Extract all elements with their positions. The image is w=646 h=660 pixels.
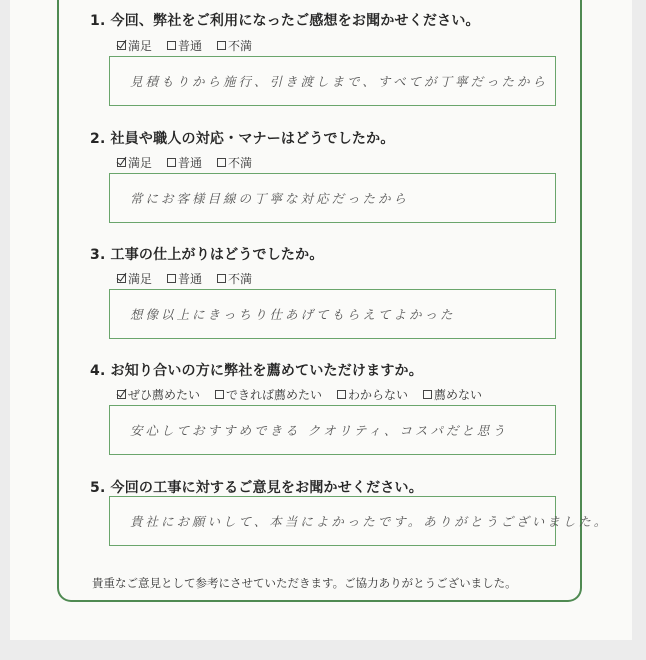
checkbox[interactable] [167,41,176,50]
question-3-title: 3. 工事の仕上がりはどうでしたか。 [90,247,324,263]
handwritten-answer: 想像以上にきっちり仕あげてもらえてよかった [130,307,456,322]
handwritten-answer: 貴社にお願いして、本当によかったです。ありがとうございました。 [130,514,610,529]
option-definitely-recommend[interactable]: ぜひ薦めたい [117,386,200,403]
option-recommend-if-possible[interactable]: できれば薦めたい [215,386,322,403]
question-5-title: 5. 今回の工事に対するご意見をお聞かせください。 [90,480,423,496]
handwritten-answer: 安心しておすすめできる クオリティ、コスパだと思う [130,423,508,438]
checkbox[interactable] [215,390,224,399]
option-normal[interactable]: 普通 [167,154,202,171]
checkbox[interactable] [217,41,226,50]
checkbox-checked[interactable] [117,41,126,50]
question-5-answer-box [109,496,610,546]
question-1-answer-box [109,56,556,106]
checkbox[interactable] [167,274,176,283]
checkbox-checked[interactable] [117,158,126,167]
option-normal[interactable]: 普通 [167,37,202,54]
option-satisfied[interactable]: 満足 [117,270,152,287]
handwritten-answer: 見積もりから施行、引き渡しまで、すべてが丁寧だったから [130,74,549,89]
question-3-options [117,270,252,287]
option-satisfied[interactable]: 満足 [117,154,152,171]
checkbox[interactable] [167,158,176,167]
question-2-options [117,154,252,171]
question-3-answer-box [109,289,556,339]
question-2-answer-box [109,173,556,223]
option-dissatisfied[interactable]: 不満 [217,270,252,287]
question-4-options [117,386,482,403]
handwritten-answer: 常にお客様目線の丁寧な対応だったから [130,191,410,206]
option-normal[interactable]: 普通 [167,270,202,287]
checkbox[interactable] [337,390,346,399]
checkbox-checked[interactable] [117,274,126,283]
option-not-recommend[interactable]: 薦めない [423,386,482,403]
question-1-title: 1. 今回、弊社をご利用になったご感想をお聞かせください。 [90,13,480,29]
footer-thanks: 貴重なご意見として参考にさせていただきます。ご協力ありがとうございました。 [92,576,517,590]
option-dissatisfied[interactable]: 不満 [217,154,252,171]
question-4-answer-box [109,405,556,455]
checkbox[interactable] [423,390,432,399]
option-satisfied[interactable]: 満足 [117,37,152,54]
option-dont-know[interactable]: わからない [337,386,408,403]
checkbox[interactable] [217,158,226,167]
option-dissatisfied[interactable]: 不満 [217,37,252,54]
question-4-title: 4. お知り合いの方に弊社を薦めていただけますか。 [90,363,423,379]
question-1-options [117,37,252,54]
checkbox-checked[interactable] [117,390,126,399]
question-2-title: 2. 社員や職人の対応・マナーはどうでしたか。 [90,131,395,147]
checkbox[interactable] [217,274,226,283]
